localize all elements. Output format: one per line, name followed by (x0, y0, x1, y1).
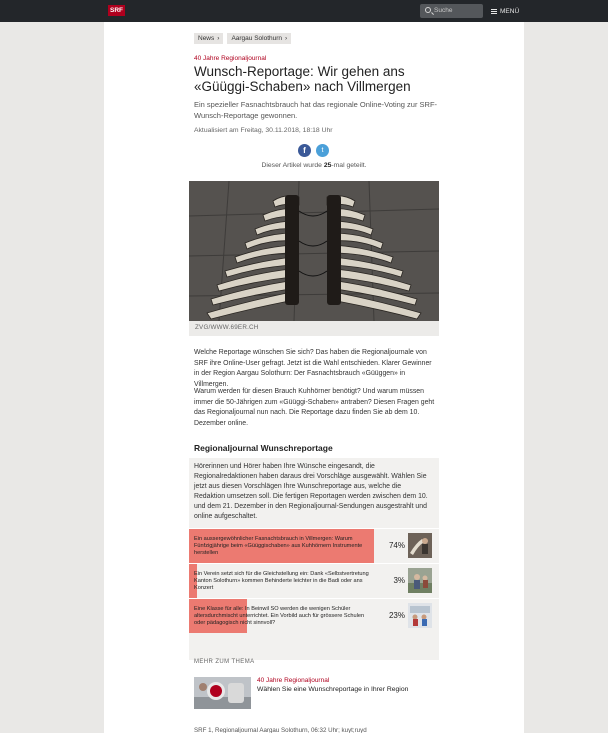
search-input[interactable] (420, 4, 483, 18)
article-paragraph: Warum werden für diesen Brauch Kuhhörner benötigt? Und warum müssen immer die 50-Jährigen zum «Güüggi-Schaben» antraben? Diesen Fragen geht das Regionaljournal nun nach. Die Reportage dazu finden Sie ab dem 10. Dezember online. (194, 388, 435, 427)
search-placeholder: Suche (434, 7, 453, 14)
poll-option-text: Ein Verein setzt sich für die Gleichstellung ein: Dank «Selbstvertretung Kanton Solothurn» kommen Behinderte leichter in die Badi oder ans Konzert (194, 571, 369, 591)
poll-box (189, 458, 439, 660)
poll-option-percent: 23% (388, 611, 405, 620)
article-page (104, 22, 524, 733)
search-icon (425, 7, 431, 13)
related-heading: MEHR ZUM THEMA (194, 659, 255, 665)
top-navigation-bar (0, 0, 608, 22)
poll-option-thumbnail (408, 603, 432, 628)
menu-button[interactable] (491, 4, 519, 18)
related-thumbnail[interactable] (194, 677, 251, 709)
poll-option-text: Ein aussergewöhnlicher Fasnachtsbrauch in Villmergen: Warum Fünfzigjährige beim «Güüggischaben» aus Kuhhörnern Instrumente herstellen (194, 536, 363, 556)
share-count-text: Dieser Artikel wurde 25-mal geteilt. (261, 162, 367, 169)
chevron-right-icon: › (285, 35, 288, 42)
hamburger-icon (491, 9, 497, 14)
poll-option-text: Eine Klasse für alle: In Beinwil SO werden die wenigen Schüler altersdurchmischt unterrichtet. Ein Vorbild auch für grössere Schulen oder pädagogisch nicht sinnvoll? (194, 606, 365, 626)
poll-option-thumbnail (408, 568, 432, 593)
hero-image-cow-horns[interactable] (189, 181, 439, 321)
breadcrumb (194, 33, 291, 44)
chevron-right-icon: › (217, 35, 220, 42)
cow-horns-illustration (189, 181, 439, 321)
article-paragraph: Welche Reportage wünschen Sie sich? Das haben die Regionaljournale von SRF ihre Online-User gefragt. Jetzt ist die Wahl entschieden. Klarer Gewinner in der Region Aargau Solothurn: Der Fasnachtsbrauch «Güüggen» in Villmergen. (194, 349, 432, 388)
breadcrumb-news[interactable]: News › (194, 33, 223, 44)
image-caption: ZVG/WWW.69ER.CH (189, 321, 439, 336)
breadcrumb-aargau-solothurn[interactable]: Aargau Solothurn › (227, 33, 291, 44)
poll-intro: Hörerinnen und Hörer haben Ihre Wünsche eingesandt, die Regionalredaktionen haben daraus drei Vorschläge ausgewählt. Wählen Sie jetzt aus diesen Vorschlägen Ihre Wunschreportage aus, welche die Redaktion umsetzen soll. Die fertigen Reportagen werden zwischen dem 10. und dem 21. Dezember in den Regionaljournal-Sendungen ausgestrahlt und online aufgeschaltet. (194, 463, 428, 520)
facebook-share-button[interactable]: f (298, 144, 311, 157)
poll-option[interactable] (189, 598, 439, 633)
poll-option[interactable] (189, 528, 439, 563)
poll-option-percent: 74% (388, 541, 405, 550)
poll-heading: Regionaljournal Wunschreportage (194, 443, 333, 453)
article-updated: Aktualisiert am Freitag, 30.11.2018, 18:18 Uhr (194, 127, 333, 134)
article-lead: Ein spezieller Fasnachtsbrauch hat das regionale Online-Voting zur SRF-Wunsch-Reportage gewonnen. (194, 100, 438, 120)
share-count: 25 (323, 162, 332, 169)
poll-option-thumbnail (408, 533, 432, 558)
srf-logo[interactable]: SRF (110, 7, 123, 14)
menu-label: MENÜ (500, 7, 520, 15)
article-title: Wunsch-Reportage: Wir gehen ans «Güüggi-Schaben» nach Villmergen (194, 64, 411, 94)
poll-option-percent: 3% (393, 576, 405, 585)
related-article-link[interactable]: Wählen Sie eine Wunschreportage in Ihrer Region (257, 686, 409, 693)
poll-option[interactable] (189, 563, 439, 598)
related-kicker: 40 Jahre Regionaljournal (257, 677, 330, 684)
twitter-share-button[interactable]: t (316, 144, 329, 157)
article-kicker: 40 Jahre Regionaljournal (194, 55, 267, 62)
audio-source-line: SRF 1, Regionaljournal Aargau Solothurn, 06:32 Uhr; kuyt;ruyd (194, 727, 367, 733)
